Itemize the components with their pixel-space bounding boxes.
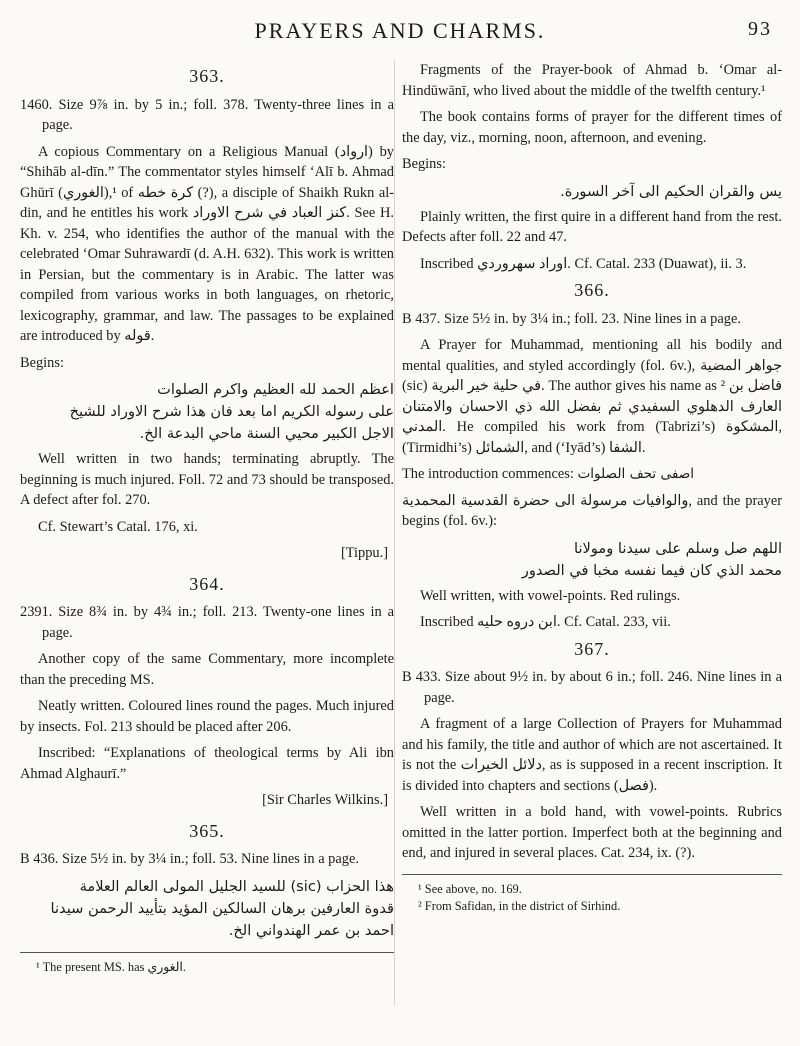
entry-364-description: Another copy of the same Commentary, more incomplete than the preceding MS. bbox=[20, 651, 394, 688]
footnote: ¹ The present MS. has الغوري. bbox=[36, 959, 186, 974]
left-column bbox=[20, 60, 394, 976]
entry-365-inscription: Inscribed اوراد سهروردي. Cf. Catal. 233 (Duawat), ii. 3. bbox=[420, 255, 747, 272]
entry-363-provenance: [Tippu.] bbox=[340, 545, 388, 561]
column-divider bbox=[394, 60, 395, 1006]
begins-label: Begins: bbox=[402, 156, 446, 172]
entry-364-provenance: [Sir Charles Wilkins.] bbox=[262, 792, 388, 808]
footnote: ¹ See above, no. 169. bbox=[418, 881, 522, 896]
arabic-line: هذا الحزاب (sic) للسيد الجليل المولى العالم العلامة bbox=[79, 877, 394, 895]
entry-366-introduction bbox=[402, 464, 782, 485]
entry-365-begins bbox=[402, 154, 782, 175]
entry-363-spec: 1460. Size 9⅞ in. by 5 in.; foll. 378. Twenty-three lines in a page. bbox=[20, 96, 394, 133]
arabic-line: اعظم الحمد لله العظيم واكرم الصلوات bbox=[157, 381, 394, 398]
arabic-line: محمد الذي كان فيما نفسه مخبا في الصدور bbox=[521, 561, 782, 579]
entry-363-condition: Well written in two hands; terminating abruptly. The beginning is much injured. Foll. 72 and 73 should be transposed. A defect after fol. 270. bbox=[20, 451, 394, 508]
footnote: ² From Safidan, in the district of Sirhind. bbox=[418, 898, 621, 913]
entry-366-prayer: والوافيات مرسولة الى حضرة القدسية المحمدية, and the prayer begins (fol. 6v.): bbox=[402, 492, 783, 529]
entry-number-367: 367. bbox=[574, 638, 610, 659]
page-header bbox=[28, 14, 772, 48]
entry-365-condition: Plainly written, the first quire in a different hand from the rest. Defects after foll. 22 and 47. bbox=[402, 208, 782, 245]
entry-364-condition: Neatly written. Coloured lines round the pages. Much injured by insects. Fol. 213 should be placed after 206. bbox=[20, 698, 394, 735]
arabic-line: قدوة العارفين برهان السالكين المؤيد بتأييد الرحمن سيدنا bbox=[50, 899, 394, 917]
entry-366-spec: B 437. Size 5½ in. by 3¼ in.; foll. 23. Nine lines in a page. bbox=[402, 310, 741, 327]
entry-365-arabic bbox=[20, 876, 394, 942]
entry-363-begins bbox=[20, 353, 394, 374]
page-number: 93 bbox=[748, 18, 772, 40]
entry-366-inscription: Inscribed ابن دروه حليه. Cf. Catal. 233, vii. bbox=[420, 614, 671, 630]
entry-363-begins-arabic bbox=[20, 379, 394, 445]
left-footnotes bbox=[20, 952, 394, 976]
intro-label: The introduction commences: bbox=[402, 466, 574, 482]
entry-367-condition: Well written in a bold hand, with vowel-points. Rubrics omitted in the latter portion. Imperfect both at the beginning and end, and injured in several places. Cat. 234, ix. (?). bbox=[402, 804, 782, 861]
entry-364-spec: 2391. Size 8¾ in. by 4¾ in.; foll. 213. Twenty-one lines in a page. bbox=[20, 604, 394, 641]
arabic-line: على رسوله الكريم اما بعد فان هذا شرح الاوراد للشيخ bbox=[69, 403, 394, 420]
entry-363-reference: Cf. Stewart’s Catal. 176, xi. bbox=[38, 518, 198, 535]
entry-number-365: 365. bbox=[189, 820, 225, 841]
entry-366-arabic bbox=[402, 538, 782, 582]
entry-366-condition: Well written, with vowel-points. Red rulings. bbox=[420, 587, 681, 604]
entry-366-description: A Prayer for Muhammad, mentioning all his bodily and mental qualities, and styled accordingly (fol. 6v.), جواهر المضية (sic) في حلية خير البرية. The author gives his name as ² فاضل بن العارف الدهلوي السفيدي ثم بفضل الله ذي الاحسان والامتنان المدني. He compiled his work from (Tabrizi’s) المشكوة, (Tirmidhi’s) الشمائل, and (‘Iyād’s) الشفا. bbox=[402, 337, 782, 456]
arabic-line: الاجل الكبير محيي السنة ماحي البدعة الخ. bbox=[139, 425, 394, 442]
entry-365-begins-arabic bbox=[402, 181, 782, 203]
entry-365-intro: Fragments of the Prayer-book of Ahmad b. ‘Omar al-Hindūwānī, who lived about the middle of the twelfth century.¹ bbox=[402, 62, 782, 99]
arabic-line: احمد بن عمر الهندواني الخ. bbox=[228, 921, 394, 939]
entry-367-description: A fragment of a large Collection of Prayers for Muhammad and his family, the title and author of which are not ascertained. It is not the دلائل الخيرات, as is supposed in a recent inscription. It is divided into chapters and sections (فصل). bbox=[402, 716, 782, 794]
right-footnotes bbox=[402, 874, 782, 915]
entry-365-contents: The book contains forms of prayer for the different times of the day, viz., morning, noon, afternoon, and evening. bbox=[402, 109, 782, 146]
right-column bbox=[402, 60, 782, 915]
arabic-line: يس والقران الحكيم الى آخر السورة. bbox=[560, 182, 782, 200]
arabic-line: اللهم صل وسلم على سيدنا ومولانا bbox=[574, 539, 782, 557]
entry-365-spec: B 436. Size 5½ in. by 3¼ in.; foll. 53. Nine lines in a page. bbox=[20, 851, 359, 867]
entry-364-inscription: Inscribed: “Explanations of theological terms by Ali ibn Ahmad Alghaurī.” bbox=[20, 745, 394, 782]
running-title: PRAYERS AND CHARMS. bbox=[254, 18, 546, 43]
entry-number-366: 366. bbox=[574, 280, 610, 300]
entry-367-spec: B 433. Size about 9½ in. by about 6 in.; foll. 246. Nine lines in a page. bbox=[402, 669, 782, 706]
begins-label: Begins: bbox=[20, 354, 64, 371]
intro-arabic: اصفى تحف الصلوات bbox=[577, 466, 695, 482]
entry-363-description: A copious Commentary on a Religious Manual (ارواد) by “Shihāb al-dīn.” The commentator styles himself ‘Alī b. Ahmad Ghūrī (الغوري),¹ of كرة خطه (?), a disciple of Shaikh Rukn al-din, and he entitles his work كنز العباد في شرح الاوراد. See H. Kh. v. 254, who identifies the author of the manual with the celebrated ‘Omar Suhrawardī (d. A.H. 632). This work is written in Persian, but the commentary is in Arabic. The latter was compiled from various works in both languages, on rhetoric, lexicography, grammar, and law. The passages to be explained are introduced by قوله. bbox=[20, 143, 395, 344]
entry-number-364: 364. bbox=[189, 573, 225, 594]
entry-number-363: 363. bbox=[189, 66, 225, 86]
